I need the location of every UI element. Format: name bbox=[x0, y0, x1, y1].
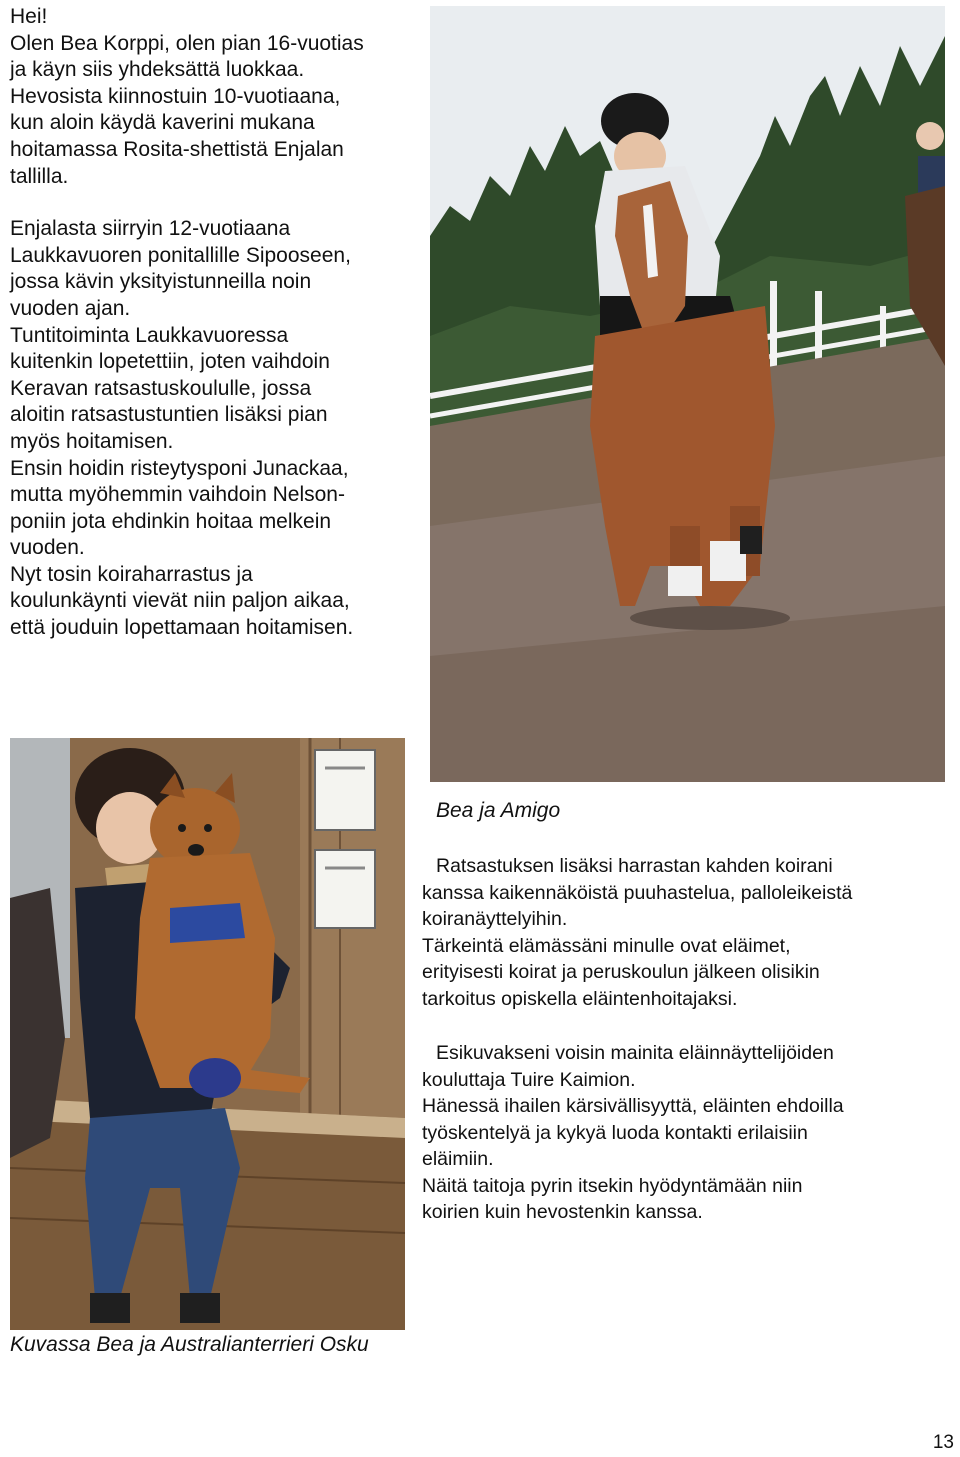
role-model-paragraph bbox=[422, 1040, 947, 1226]
intro-line: ja käyn siis yhdeksättä luokkaa. bbox=[10, 58, 305, 82]
intro-line: Olen Bea Korppi, olen pian 16-vuotias bbox=[10, 31, 364, 55]
side-line: koirien kuin hevostenkin kanssa. bbox=[422, 1201, 703, 1223]
dog-photo bbox=[10, 738, 405, 1330]
side-line: Tärkeintä elämässäni minulle ovat eläimet, bbox=[422, 934, 791, 957]
paragraph-gap bbox=[10, 190, 410, 216]
intro-line: myös hoitamisen. bbox=[10, 429, 174, 453]
intro-line: kuitenkin lopetettiin, joten vaihdoin bbox=[10, 350, 330, 374]
intro-line: koulunkäynti vievät niin paljon aikaa, bbox=[10, 589, 350, 613]
side-line: kouluttaja Tuire Kaimion. bbox=[422, 1068, 636, 1091]
intro-text bbox=[10, 4, 410, 642]
horse-riding-photo bbox=[430, 6, 945, 782]
intro-line: että jouduin lopettamaan hoitamisen. bbox=[10, 616, 354, 640]
intro-line: mutta myöhemmin vaihdoin Nelson- bbox=[10, 483, 345, 507]
intro-line: jossa kävin yksityistunneilla noin bbox=[10, 270, 312, 294]
intro-line: vuoden. bbox=[10, 536, 85, 560]
intro-line: Hevosista kiinnostuin 10-vuotiaana, bbox=[10, 84, 341, 108]
intro-line: Laukkavuoren ponitallille Sipooseen, bbox=[10, 243, 351, 267]
intro-line: Keravan ratsastuskoululle, jossa bbox=[10, 376, 312, 400]
side-line: Ratsastuksen lisäksi harrastan kahden koirani bbox=[436, 855, 833, 877]
side-line: eläimiin. bbox=[422, 1148, 494, 1170]
side-line: työskentelyä ja kykyä luoda kontakti erilaisiin bbox=[422, 1121, 808, 1144]
intro-line: vuoden ajan. bbox=[10, 296, 131, 320]
side-line: Esikuvakseni voisin mainita eläinnäyttelijöiden bbox=[436, 1042, 834, 1064]
horse-photo-caption: Bea ja Amigo bbox=[436, 799, 561, 822]
intro-line: poniin jota ehdinkin hoitaa melkein bbox=[10, 509, 332, 533]
intro-line: Hei! bbox=[10, 5, 48, 28]
hobbies-paragraph bbox=[422, 853, 947, 1012]
intro-line: Ensin hoidin risteytysponi Junackaa, bbox=[10, 456, 349, 480]
dog-photo-caption: Kuvassa Bea ja Australianterrieri Osku bbox=[10, 1333, 369, 1356]
side-line: kanssa kaikennäköistä puuhastelua, palloleikeistä bbox=[422, 881, 853, 904]
intro-line: Nyt tosin koiraharrastus ja bbox=[10, 562, 253, 586]
intro-line: tallilla. bbox=[10, 164, 69, 188]
intro-line: Enjalasta siirryin 12-vuotiaana bbox=[10, 217, 291, 241]
intro-line: Tuntitoiminta Laukkavuoressa bbox=[10, 323, 289, 347]
side-line: tarkoitus opiskella eläintenhoitajaksi. bbox=[422, 987, 738, 1010]
intro-line: kun aloin käydä kaverini mukana bbox=[10, 111, 315, 135]
intro-line: aloitin ratsastustuntien lisäksi pian bbox=[10, 403, 328, 427]
page-number: 13 bbox=[932, 1432, 954, 1453]
side-line: Hänessä ihailen kärsivällisyyttä, eläinten ehdoilla bbox=[422, 1095, 844, 1117]
intro-line: hoitamassa Rosita-shettistä Enjalan bbox=[10, 137, 344, 161]
side-line: koiranäyttelyihin. bbox=[422, 908, 568, 930]
side-line: erityisesti koirat ja peruskoulun jälkeen olisikin bbox=[422, 961, 820, 983]
side-line: Näitä taitoja pyrin itsekin hyödyntämään niin bbox=[422, 1174, 803, 1197]
